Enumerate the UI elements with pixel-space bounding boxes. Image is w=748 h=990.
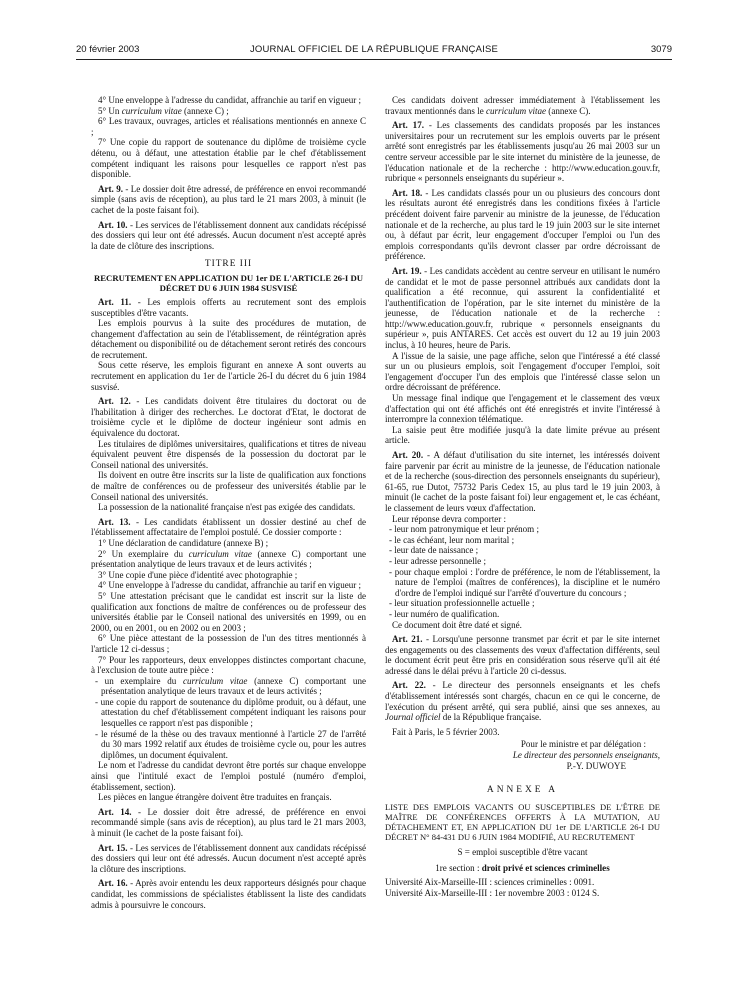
signature-delegation: Pour le ministre et par délégation :	[520, 739, 646, 750]
signature-place-date: Fait à Paris, le 5 février 2003.	[392, 726, 500, 737]
article-9: Art. 9. - Le dossier doit être adressé, de préférence en envoi recommandé simple (sans avis de réception), au plus tard le 21 mars 2003, à minuit (le cachet de la poste faisant foi).	[91, 183, 366, 215]
article-20: Art. 20. - A défaut d'utilisation du site internet, les intéressés doivent faire parvenir par écrit au ministre de la jeunesse, de l'éducation nationale et de la recherche (sous-direction des personnels enseignants du supérieur), 61-65, rue Dutot, 75732 Paris Cedex 15, au plus tard le 19 juin 2003, à minuit (le cachet de la poste faisant foi) leur engagement et, le cas échéant, le classement de leurs vœux d'affectation.	[385, 450, 660, 513]
list-item: 7° Pour les rapporteurs, deux enveloppes distinctes comportant chacune, à l'exclusion de toute autre pièce :	[91, 654, 366, 676]
paragraph: Les emplois pourvus à la suite des procédures de mutation, de changement d'affectation au sein de l'établissement, de réintégration après détachement ou disponibilité ou de détachement seront retirés des concours de recrutement.	[91, 318, 366, 360]
list-item: 6° Une pièce attestant de la possession de l'un des titres mentionnés à l'article 12 ci-dessus ;	[91, 633, 366, 654]
paragraph: A l'issue de la saisie, une page affiche, selon que l'intéressé a été classé sur un ou plusieurs emplois, soit l'engagement d'occuper l'emploi, soit l'engagement d'occuper l'un des emplois que l'intéressé classe selon un ordre décroissant de préférence.	[385, 350, 660, 393]
dash-item: - une copie du rapport de soutenance du diplôme produit, ou à défaut, une attestation du chef d'établissement compétent indiquant les raisons pour lesquelles ce rapport n'est pas disponible ;	[95, 696, 366, 729]
dash-item: - leur adresse personnelle ;	[389, 555, 486, 566]
annexe-title: LISTE DES EMPLOIS VACANTS OU SUSCEPTIBLES DE L'ÊTRE DE MAÎTRE DE CONFÉRENCES OFFERTS À LA MUTATION, AU DÉTACHEMENT ET, EN APPLICATION DU 1er DE L'ARTICLE 26-I DU DÉCRET N° 84-431 DU 6 JUIN 1984 MODIFIÉ, AU RECRUTEMENT	[385, 801, 660, 842]
paragraph: 7° Une copie du rapport de soutenance du diplôme de troisième cycle détenu, ou à défaut, une attestation établie par le chef d'établissement compétent indiquant les raisons pour lesquelles ce rapport n'est pas disponible.	[91, 137, 366, 180]
section-heading: 1re section : droit privé et sciences criminelles	[435, 863, 610, 874]
article-18: Art. 18. - Les candidats classés pour un ou plusieurs des concours dont les résultats auront été enregistrés dans les conditions fixées à l'article précédent doivent faire parvenir au ministre de la jeunesse, de l'éducation nationale et de la recherche, au plus tard le 19 juin 2003 sur le site internet ou, à défaut par écrit, leur engagement d'occuper l'emploi ou l'un des emplois correspondants qu'ils devront classer par ordre décroissant de préférence.	[385, 187, 660, 262]
page-number: 3079	[650, 44, 672, 55]
list-item: 1° Une déclaration de candidature (annexe B) ;	[98, 537, 269, 548]
left-column	[91, 95, 366, 910]
article-21: Art. 21. - Lorsqu'une personne transmet par écrit et par le site internet des engagements ou des classements des vœux d'affectation différents, seul le document écrit peut être pris en considération sous réserve qu'il ait été adressé dans le délai prévu à l'article 20 ci-dessus.	[385, 634, 660, 676]
article-19: Art. 19. - Les candidats accèdent au centre serveur en utilisant le numéro de candidat et le mot de passe personnel attribués aux candidats dont la qualification a été reconnue, qui assurent la confidentialité et l'authentification de l'opération, par le site internet du ministère de la jeunesse, de l'éducation nationale et de la recherche : http://www.education.gouv.fr, rubrique « personnels enseignants du supérieur », puis ANTARES. Cet accès est ouvert du 12 au 19 juin 2003 inclus, à 10 heures, heure de Paris.	[385, 265, 660, 351]
paragraph: 6° Les travaux, ouvrages, articles et réalisations mentionnés en annexe C ;	[91, 116, 366, 137]
signature-name: P.-Y. DUWOYE	[566, 760, 626, 771]
article-10: Art. 10. - Les services de l'établissement donnent aux candidats récépissé des dossiers qui leur ont été adressés. Aucun document n'est accepté après la date de clôture des inscriptions.	[91, 219, 366, 251]
dash-item: - leur nom patronymique et leur prénom ;	[389, 524, 539, 535]
right-column	[385, 95, 660, 898]
paragraph: Les pièces en langue étrangère doivent être traduites en français.	[98, 792, 332, 803]
annexe-legend: S = emploi susceptible d'être vacant	[457, 846, 588, 857]
article-12: Art. 12. - Les candidats doivent être titulaires du doctorat ou de l'habilitation à diriger des recherches. Le doctorat d'Etat, le doctorat de troisième cycle et le diplôme de docteur ingénieur sont admis en équivalence du doctorat.	[91, 396, 366, 439]
page-header	[76, 44, 672, 58]
paragraph: Leur réponse devra comporter :	[392, 513, 507, 524]
article-22: Art. 22. - Le directeur des personnels enseignants et les chefs d'établissement intéressés sont chargés, chacun en ce qui le concerne, de l'exécution du présent arrêté, qui sera publié, ainsi que ses annexes, au Journal officiel de la République française.	[385, 680, 660, 723]
paragraph: Sous cette réserve, les emplois figurant en annexe A sont ouverts au recrutement en application du 1er de l'article 26-I du décret du 6 juin 1984 susvisé.	[91, 360, 366, 392]
list-item: 3° Une copie d'une pièce d'identité avec photographie ;	[98, 569, 298, 580]
paragraph: La saisie peut être modifiée jusqu'à la date limite prévue au présent article.	[385, 424, 660, 446]
signature-role: Le directeur des personnels enseignants,	[512, 750, 660, 761]
paragraph: Ils doivent en outre être inscrits sur la liste de qualification aux fonctions de maître de conférences ou de professeur des universités établie par le Conseil national des universités.	[91, 470, 366, 502]
dash-item: - un exemplaire du curriculum vitae (annexe C) comportant une présentation analytique de leurs travaux et de leurs activités ;	[95, 675, 366, 697]
header-rule	[76, 59, 672, 60]
list-item: 4° Une enveloppe à l'adresse du candidat, affranchie au tarif en vigueur ;	[98, 580, 362, 591]
article-14: Art. 14. - Le dossier doit être adressé, de préférence en envoi recommandé simple (sans avis de réception), au plus tard le 21 mars 2003, à minuit (le cachet de la poste faisant foi).	[91, 806, 366, 838]
paragraph: 5° Un curriculum vitae (annexe C) ;	[98, 105, 229, 116]
paragraph: La possession de la nationalité française n'est pas exigée des candidats.	[98, 502, 356, 513]
paragraph: Ce document doit être daté et signé.	[392, 619, 522, 630]
article-15: Art. 15. - Les services de l'établissement donnent aux candidats récépissé des dossiers qui leur ont été adressés. Aucun document n'est accepté après la clôture des inscriptions.	[91, 842, 366, 874]
article-16: Art. 16. - Après avoir entendu les deux rapporteurs désignés pour chaque candidat, les commissions de spécialistes établissent la liste des candidats admis à poursuivre le concours.	[91, 878, 366, 910]
article-13: Art. 13. - Les candidats établissent un dossier destiné au chef de l'établissement affectataire de l'emploi postulé. Ce dossier comporte :	[91, 516, 366, 538]
header-title: JOURNAL OFFICIEL DE LA RÉPUBLIQUE FRANÇAISE	[249, 44, 499, 55]
paragraph: Les titulaires de diplômes universitaires, qualifications et titres de niveau équivalent peuvent être dispensés de la possession du doctorat par le Conseil national des universités.	[91, 438, 366, 470]
header-date: 20 février 2003	[76, 44, 140, 55]
title-subheading: RECRUTEMENT EN APPLICATION DU 1er DE L'ARTICLE 26-I DU DÉCRET DU 6 JUIN 1984 SUSVISÉ	[93, 272, 364, 293]
paragraph: Le nom et l'adresse du candidat devront être portés sur chaque enveloppe ainsi que l'intitulé exact de l'emploi postulé (numéro d'emploi, établissement, section).	[91, 760, 366, 792]
dash-item: - leur date de naissance ;	[389, 545, 479, 556]
article-17: Art. 17. - Les classements des candidats proposés par les instances universitaires pour un recrutement sur les emplois ouverts par le présent arrêté sont enregistrés par les établissements jusqu'au 26 mai 2003 sur un centre serveur accessible par le site internet du ministère de la jeunesse, de l'éducation nationale et de la recherche : http://www.education.gouv.fr, rubrique « personnels enseignants du supérieur ».	[385, 120, 660, 184]
list-item: 5° Une attestation précisant que le candidat est inscrit sur la liste de qualification aux fonctions de maître de conférences ou de professeur des universités établie par le Conseil national des universités en 1999, ou en 2000, ou en 2001, ou en 2002 ou en 2003 ;	[91, 590, 366, 633]
dash-item: - le cas échéant, leur nom marital ;	[389, 534, 515, 545]
dash-item: - pour chaque emploi : l'ordre de préférence, le nom de l'établissement, la nature de l'emploi (maîtres de conférences), la discipline et le numéro d'ordre de l'emploi indiqué sur l'arrêté d'ouverture du concours ;	[389, 566, 660, 598]
list-item: Université Aix-Marseille-III : 1er novembre 2003 : 0124 S.	[385, 887, 600, 898]
paragraph: 4° Une enveloppe à l'adresse du candidat, affranchie au tarif en vigueur ;	[98, 95, 362, 105]
title-heading: TITRE III	[204, 259, 253, 270]
annexe-heading: ANNEXE A	[486, 785, 559, 796]
article-11: Art. 11. - Les emplois offerts au recrutement sont des emplois susceptibles d'être vacants.	[91, 296, 366, 318]
list-item: Université Aix-Marseille-III : sciences criminelles : 0091.	[385, 877, 595, 887]
list-item: 2° Un exemplaire du curriculum vitae (annexe C) comportant une présentation analytique de leurs travaux et de leurs activités ;	[91, 548, 366, 570]
dash-item: - leur numéro de qualification.	[389, 608, 500, 619]
paragraph: Un message final indique que l'engagement et le classement des vœux d'affectation qui ont été affichés ont été enregistrés et invite l'intéressé à interrompre la connexion télématique.	[385, 393, 660, 425]
paragraph: Ces candidats doivent adresser immédiatement à l'établissement les travaux mentionnés dans le curriculum vitae (annexe C).	[385, 95, 660, 116]
dash-item: - le résumé de la thèse ou des travaux mentionné à l'article 27 de l'arrêté du 30 mars 1992 relatif aux études de troisième cycle ou, pour les autres diplômes, un document équivalent.	[95, 728, 366, 760]
dash-item: - leur situation professionnelle actuelle ;	[389, 598, 535, 609]
